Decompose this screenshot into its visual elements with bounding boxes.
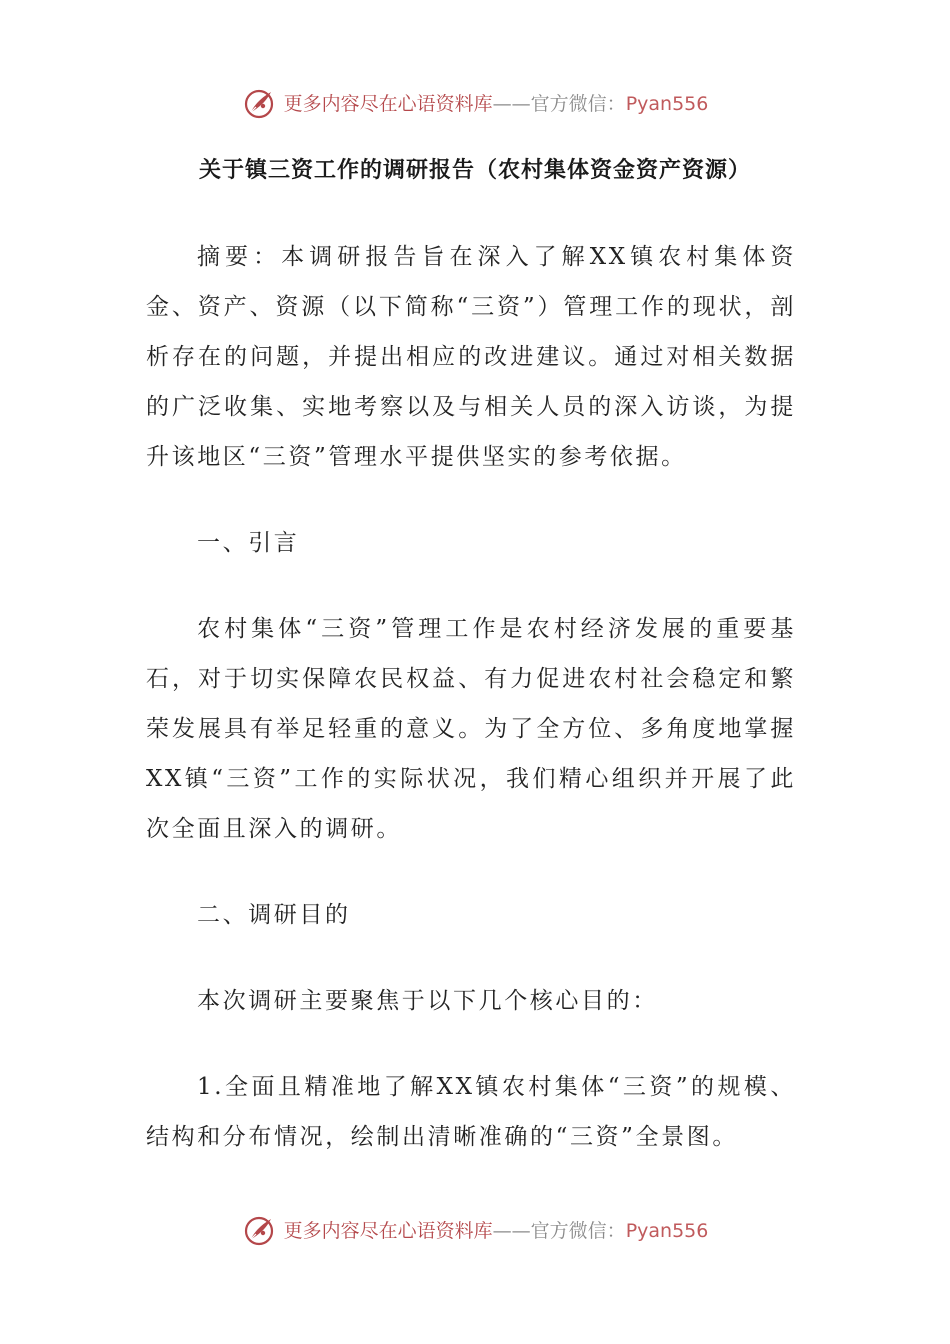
banner-sub-text: 官方微信： — [530, 92, 626, 115]
document-body — [146, 232, 796, 1162]
banner-main-text: 更多内容尽在心语资料库 — [283, 1219, 493, 1242]
introduction-paragraph: 农村集体“三资”管理工作是农村经济发展的重要基石，对于切实保障农民权益、有力促进农村社会稳定和繁荣发展具有举足轻重的意义。为了全方位、多角度地掌握XX镇“三资”工作的实际状况，我们精心组织并开展了此次全面且深入的调研。 — [146, 616, 796, 842]
banner-dash: —— — [492, 1219, 531, 1242]
quill-logo-icon — [242, 1214, 276, 1248]
banner-text — [283, 1219, 709, 1242]
section-heading-introduction: 一、引言 — [197, 530, 300, 556]
banner-wechat-id: Pyan556 — [625, 1219, 709, 1242]
purpose-intro-paragraph: 本次调研主要聚焦于以下几个核心目的： — [197, 988, 658, 1014]
banner-dash: —— — [492, 92, 531, 115]
purpose-list-item-1: 1.全面且精准地了解XX镇农村集体“三资”的规模、结构和分布情况，绘制出清晰准确的“三资”全景图。 — [146, 1074, 796, 1150]
banner-text — [283, 92, 709, 115]
banner-wechat-id: Pyan556 — [625, 92, 709, 115]
header-banner — [0, 84, 950, 124]
quill-logo-icon — [242, 87, 276, 121]
abstract-paragraph: 摘要：本调研报告旨在深入了解XX镇农村集体资金、资产、资源（以下简称“三资”）管理工作的现状，剖析存在的问题，并提出相应的改进建议。通过对相关数据的广泛收集、实地考察以及与相关人员的深入访谈，为提升该地区“三资”管理水平提供坚实的参考依据。 — [146, 244, 796, 470]
footer-banner — [0, 1211, 950, 1251]
banner-sub-text: 官方微信： — [530, 1219, 626, 1242]
section-heading-purpose: 二、调研目的 — [197, 902, 351, 928]
banner-main-text: 更多内容尽在心语资料库 — [283, 92, 493, 115]
document-title: 关于镇三资工作的调研报告（农村集体资金资产资源） — [198, 157, 751, 183]
